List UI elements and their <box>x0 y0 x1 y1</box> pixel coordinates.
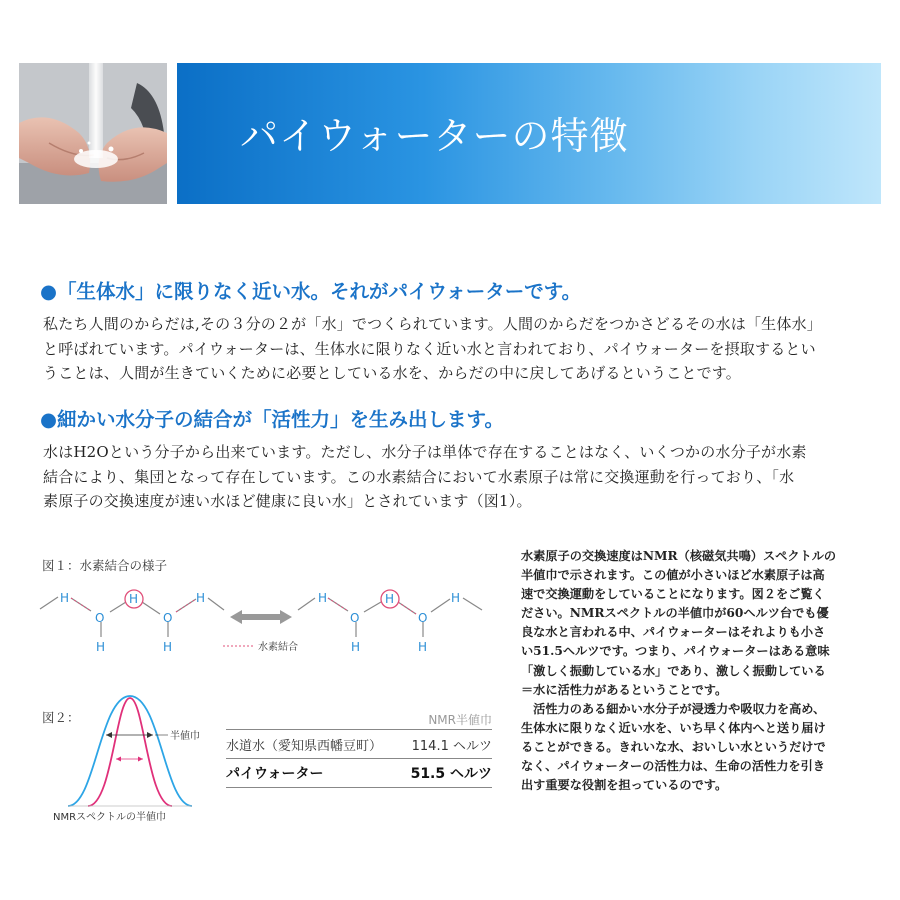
section2-body <box>43 440 873 514</box>
section1-line-3: うことは、人間が生きていくために必要としている水を、からだの中に戻してあげるということです。 <box>43 364 742 382</box>
nmr-table <box>226 711 492 788</box>
curve-tap-water <box>68 696 192 806</box>
section2-line-1: 水はH2Oという分子から出来ています。ただし、水分子は単体で存在することはなく、いくつかの水分子が水素 <box>43 443 807 461</box>
para2-line: ることができる。きれいな水、おいしい水というだけで <box>521 739 826 754</box>
para1-line: ＝水に活性力があるということです。 <box>521 682 728 697</box>
section1-body <box>43 312 873 386</box>
atom-h: H <box>96 640 106 654</box>
atom-h: H <box>163 640 173 654</box>
section2-line-2: 結合により、集団となって存在しています。この水素結合において水素原子は常に交換運動を行っており、「水 <box>43 467 795 486</box>
table-row <box>226 729 492 758</box>
figure1-caption: 図１：水素結合の様子 <box>42 558 168 573</box>
section1-line-1: 私たち人間のからだは,その３分の２が「水」でつくられています。人間のからだをつかさどるその水は「生体水」 <box>43 315 822 333</box>
table-row <box>226 758 492 788</box>
para2-line: 出す重要な役割を担っているのです。 <box>521 778 728 793</box>
atom-h: H <box>318 591 328 605</box>
table-header: NMR半値巾 <box>428 713 492 727</box>
spectrum-label: NMRスペクトルの半値巾 <box>53 812 167 823</box>
page-title: パイウォーターの特徴 <box>240 114 629 158</box>
half-width-label: 半値巾 <box>170 731 200 742</box>
para1-line: ださい。NMRスペクトルの半値巾が60ヘルツ台でも優 <box>521 606 829 621</box>
row-value: 114.1 ヘルツ <box>411 738 492 754</box>
atom-o: O <box>95 611 105 625</box>
para1-line: い51.5ヘルツです。つまり、パイウォーターはある意味 <box>521 644 830 659</box>
atom-o: O <box>163 611 173 625</box>
section2-heading: ●細かい水分子の結合が「活性力」を生み出します。 <box>40 408 504 431</box>
section1-line-2: と呼ばれています。パイウォーターは、生体水に限りなく近い水と言われており、パイウォーターを摂取するとい <box>43 339 816 358</box>
title-banner <box>177 63 881 204</box>
atom-h: H <box>60 591 70 605</box>
explanation-column <box>521 547 866 795</box>
para1-line: 良な水と言われる中、パイウォーターはそれよりも小さ <box>521 625 826 640</box>
figure2-caption: 図２： <box>42 710 80 725</box>
atom-h: H <box>385 592 395 606</box>
atom-o: O <box>350 611 360 625</box>
atom-h: H <box>129 592 139 606</box>
atom-h: H <box>451 591 461 605</box>
para1-line: 半値巾で示されます。この値が小さいほど水素原子は高 <box>521 568 825 583</box>
double-arrow-icon <box>230 610 292 624</box>
curve-pi-water <box>88 698 172 806</box>
hands-water-illustration <box>19 63 167 204</box>
legend-label: 水素結合 <box>258 642 298 653</box>
arrow-left-icon <box>106 732 112 738</box>
section1-heading: ●「生体水」に限りなく近い水。それがパイウォーターです。 <box>40 280 582 303</box>
para2-line: なく、パイウォーターの活性力は、生命の活性力を引き <box>521 759 825 774</box>
row-name: パイウォーター <box>226 766 324 782</box>
row-name: 水道水（愛知県西幡豆町） <box>226 738 383 754</box>
atom-o: O <box>418 611 428 625</box>
nmr-spectrum-chart <box>50 690 220 825</box>
atom-h: H <box>418 640 428 654</box>
atom-h: H <box>196 591 206 605</box>
para1-line: 速で交換運動をしていることになります。図２をご覧く <box>521 587 825 602</box>
row-value: 51.5 ヘルツ <box>410 766 492 782</box>
arrow-left-icon <box>116 757 121 762</box>
para2-line: 生体水に限りなく近い水を、いち早く体内へと送り届け <box>521 720 826 735</box>
para1-line: 「激しく振動している水」であり、激しく振動している <box>521 663 826 678</box>
section2-line-3: 素原子の交換速度が速い水ほど健康に良い水」とされています（図1）。 <box>43 492 532 510</box>
arrow-right-icon <box>147 732 153 738</box>
para2-line: 活性力のある細かい水分子が浸透力や吸収力を高め、 <box>521 701 826 716</box>
para1-line: 水素原子の交換速度はNMR（核磁気共鳴）スペクトルの <box>521 549 837 563</box>
hydrogen-bond-diagram <box>38 582 488 662</box>
atom-h: H <box>351 640 361 654</box>
hands-water-photo <box>19 63 167 204</box>
arrow-right-icon <box>138 757 143 762</box>
